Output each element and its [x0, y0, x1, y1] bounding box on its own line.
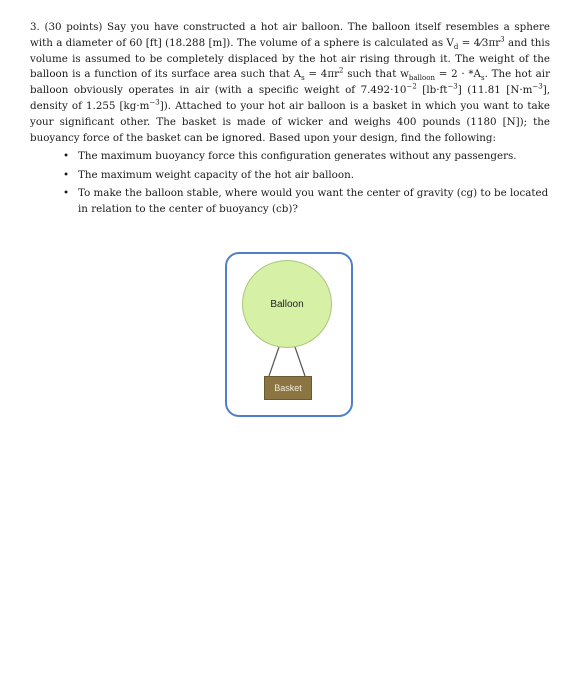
- text-segment: = 4πr: [304, 68, 340, 81]
- list-item-text: The maximum weight capacity of the hot air balloon.: [78, 168, 354, 181]
- text-segment: ], density of 1.255 [kg·m: [30, 84, 550, 112]
- bullet-icon: •: [63, 150, 70, 162]
- superscript: 3: [500, 35, 505, 44]
- text-segment: πr: [488, 36, 501, 49]
- text-segment: =: [458, 36, 474, 49]
- basket-shape: [264, 376, 312, 400]
- subscript: s: [480, 74, 485, 83]
- problem-number: 3.: [30, 21, 40, 33]
- problem-points: (30 points): [44, 21, 103, 33]
- balloon-shape: [242, 260, 332, 348]
- balloon-diagram: [225, 252, 353, 417]
- text-segment: ] (11.81 [N·m: [457, 84, 533, 97]
- text-segment: . The hot air balloon obviously operates in air (with a specific weight of 7.492·10: [30, 68, 550, 97]
- bullet-icon: •: [63, 187, 70, 199]
- list-item: [58, 168, 550, 184]
- problem-statement: [30, 20, 550, 146]
- superscript: −3: [149, 98, 160, 107]
- superscript: 2: [339, 66, 344, 75]
- text-segment: Say you have constructed a hot air balloon. The balloon itself resembles a sphere with a diameter of 60 [ft] (18.288 [m]). The volume of a sphere is calculated as V: [30, 21, 550, 49]
- list-item-text: To make the balloon stable, where would you want the center of gravity (cg) to be located in relation to the center of buoyancy (cb)?: [78, 187, 549, 215]
- text-segment: = 2 · *A: [434, 68, 481, 81]
- basket-label: Basket: [274, 383, 302, 393]
- subscript: d: [453, 42, 459, 51]
- superscript: −3: [532, 82, 543, 91]
- bullet-icon: •: [63, 168, 70, 181]
- rope-right: [295, 347, 305, 376]
- balloon-label: Balloon: [270, 298, 304, 310]
- text-segment: [lb·ft: [416, 84, 448, 97]
- superscript: −3: [447, 82, 458, 91]
- rope-left: [269, 347, 279, 376]
- subscript: s: [301, 74, 305, 83]
- list-item-text: The maximum buoyancy force this configuration generates without any passengers.: [78, 150, 517, 162]
- fraction: 4⁄3: [473, 36, 489, 49]
- text-segment: and this volume is assumed to be completely displaced by the hot air rising through it. The weight of the balloon is a function of its surface area such that A: [30, 36, 550, 81]
- list-item: [58, 149, 550, 165]
- superscript: −2: [406, 82, 417, 91]
- list-item: [58, 186, 550, 217]
- text-segment: such that w: [343, 68, 409, 81]
- problem-paragraph: [30, 20, 550, 146]
- text-segment: ]). Attached to your hot air balloon is a basket in which you want to take your significant other. The basket is made of wicker and weighs 400 pounds (1180 [N]); the buoyancy force of the basket can be ignored. Based upon your design, find the following:: [30, 99, 550, 144]
- question-list: [58, 149, 550, 220]
- subscript: balloon: [408, 74, 435, 83]
